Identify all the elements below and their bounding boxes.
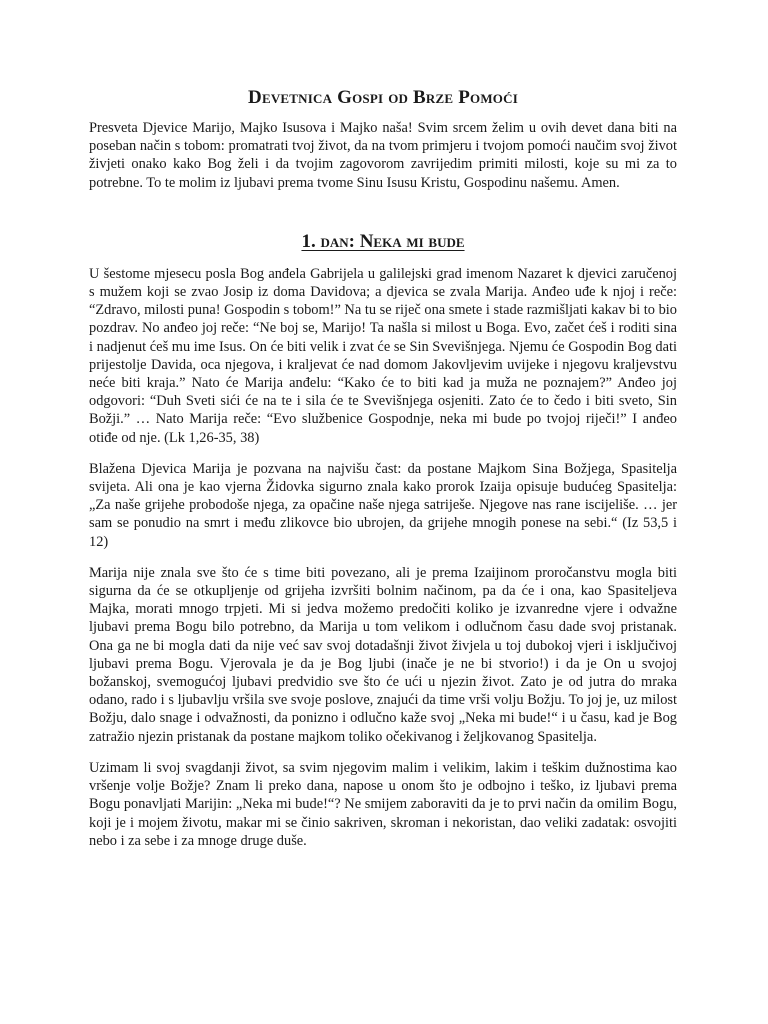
document-page — [89, 86, 677, 863]
reflection-paragraph-2: Marija nije znala sve što će s time biti povezano, ali je prema Izaijinom proročanstvu mogla biti sigurna da će se otkupljenje od grijeha izvršiti bolnim načinom, pa da će i ona, kao Spasiteljeva Majka, morati mnogo trpjeti. Mi si jedva možemo predočiti koliko je izvanredne vjere i odvažne ljubavi prema Bogu bilo potrebno, da Marija u tom velikom i odlučnom času dade svoj pristanak. Ona ga ne bi mogla dati da nije već sav svoj dotadašnji život živjela u toj dubokoj vjeri i isključivoj ljubavi prema Bogu. Vjerovala je da je Bog ljubi (inače je ne bi stvorio!) i da je On u svojoj božanskoj, svemogućoj ljubavi predvidio sve što će ući u njezin život. Zato je od jutra do mraka odano, rado i s ljubavlju vršila sve svoje poslove, znajući da time vrši volju Božju. To joj je, uz milost Božju, dalo snage i odvažnosti, da ponizno i odlučno kaže svoj „Neka mi bude!“ i u času, kad je Bog zatražio njezin pristanak da postane majkom toliko očekivanog i željkovanog Spasitelja. — [89, 564, 677, 745]
day-heading-text: 1. dan: Neka mi bude — [301, 230, 465, 252]
gospel-passage: U šestome mjesecu posla Bog anđela Gabrijela u galilejski grad imenom Nazaret k djevici zaručenoj s mužem koji se zvao Josip iz doma Davidova; a djevica se zvala Marija. Anđeo uđe k njoj i reče: “Zdravo, milosti puna! Gospodin s tobom!” Na tu se riječ ona smete i stade razmišljati kakav bi to bio pozdrav. No anđeo joj reče: “Ne boj se, Marijo! Ta našla si milost u Boga. Evo, začet ćeš i roditi sina i nadjenut ćeš mu ime Isus. On će biti velik i zvat će se Sin Svevišnjega. Njemu će Gospodin Bog dati prijestolje Davida, oca njegova, i kraljevat će nad domom Jakovljevim uvijeke i njegovu kraljevstvu neće biti kraja.” Nato će Marija anđelu: “Kako će to biti kad ja muža ne poznajem?” Anđeo joj odgovori: “Duh Sveti sići će na te i sila će te Svevišnjega osjeniti. Zato će to čedo i biti sveto, Sin Božji.” … Nato Marija reče: “Evo službenice Gospodnje, neka mi bude po tvojoj riječi!” I anđeo otiđe od nje. (Lk 1,26-35, 38) — [89, 265, 677, 446]
intro-prayer: Presveta Djevice Marijo, Majko Isusova i Majko naša! Svim srcem želim u ovih devet dana biti na poseban način s tobom: promatrati tvoj život, da na tvom primjeru i tvojom pomoći naučim svoj život živjeti onako kako Bog želi i da tvojim zagovorom zavrijedim primiti milosti, koje su mi za to potrebne. To te molim iz ljubavi prema tvome Sinu Isusu Kristu, Gospodinu našemu. Amen. — [89, 120, 677, 191]
reflection-paragraph-1: Blažena Djevica Marija je pozvana na najvišu čast: da postane Majkom Sina Božjega, Spasitelja svijeta. Ali ona je kao vjerna Židovka sigurno znala kako prorok Izaija opisuje budućeg Spasitelja: „Za naše grijehe probodoše njega, za opačine naše njega satriješe. Njegove nas rane iscijeliše. … jer sam se ponudio na smrt i među zlikovce bio ubrojen, da grijehe mnogih ponese na sebi.“ (Iz 53,5 i 12) — [89, 460, 677, 550]
day-heading — [89, 230, 677, 254]
reflection-paragraph-3: Uzimam li svoj svagdanji život, sa svim njegovim malim i velikim, lakim i teškim dužnostima kao vršenje volje Božje? Znam li preko dana, napose u onom što je odbojno i teško, iz ljubavi prema Bogu ponavljati Marijin: „Neka mi bude!“? Ne smijem zaboraviti da je to prvi način da omilim Bogu, koji je i mojem životu, makar mi se činio sakriven, skroman i nekoristan, dao veliki zadatak: osvojiti nebo i za sebe i za mnoge druge duše. — [89, 759, 677, 849]
document-title: Devetnica Gospi od Brze Pomoći — [248, 87, 518, 108]
